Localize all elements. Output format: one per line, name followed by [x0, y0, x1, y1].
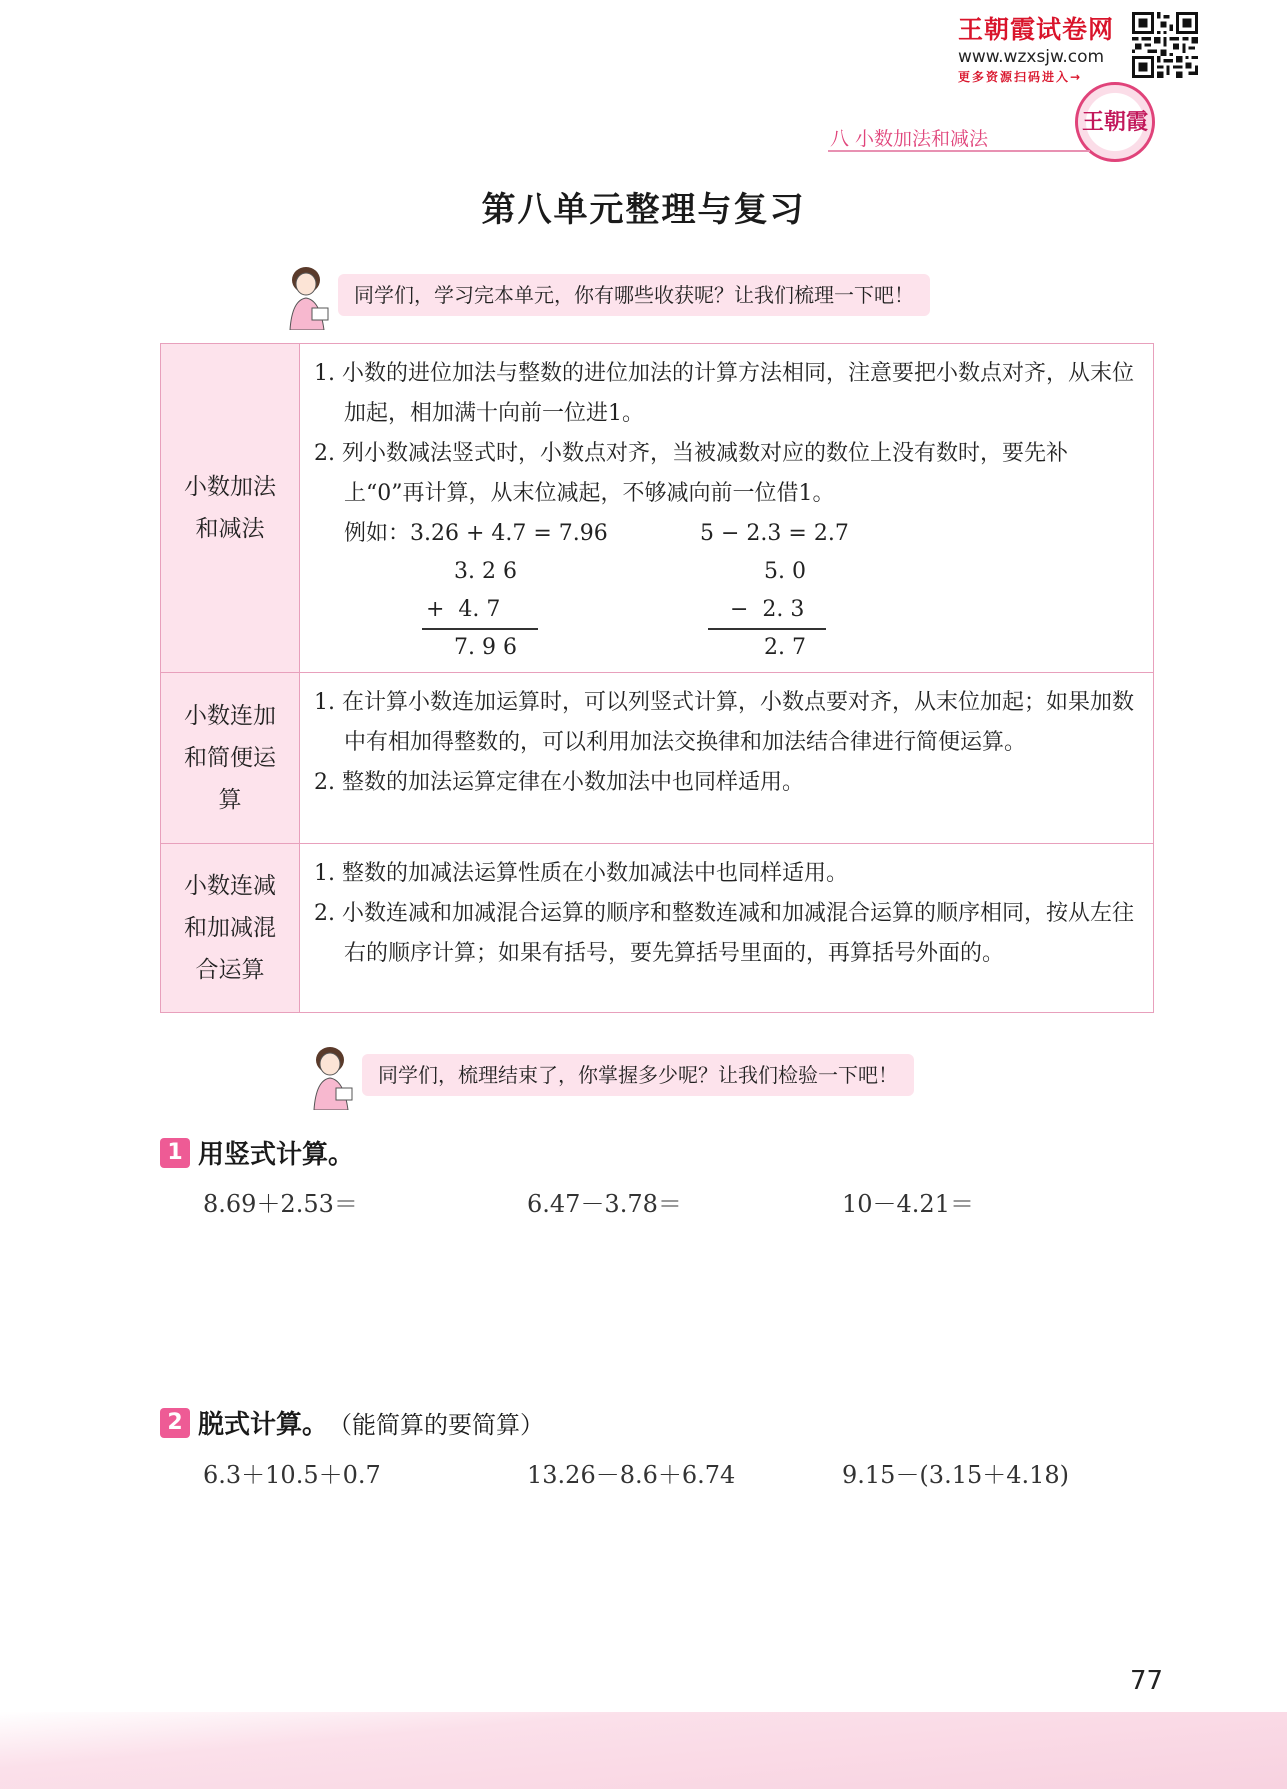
question-number-badge: 1: [160, 1138, 190, 1168]
content-cell: [300, 344, 1153, 672]
vertical-add-top: 3. 2 6: [454, 559, 517, 584]
footer-band: [0, 1712, 1287, 1789]
content-cell: [300, 844, 1153, 1012]
expression[interactable]: 9.15－(3.15＋4.18): [842, 1461, 1070, 1489]
unit-label: 八 小数加法和减法: [830, 128, 989, 150]
list-item: 2. 列小数减法竖式时，小数点对齐，当被减数对应的数位上没有数时，要先补上“0”再计算，从末位减起，不够减向前一位借1。: [314, 441, 1068, 506]
example-label-add: 例如：3.26 + 4.7 = 7.96: [344, 521, 608, 546]
category-cell: [161, 844, 300, 1012]
question-1-heading: [160, 1134, 354, 1171]
table-row: [161, 672, 1153, 843]
page-title: 第八单元整理与复习: [481, 190, 806, 230]
question-title: 用竖式计算。: [198, 1140, 355, 1170]
intro-bubble: 同学们，学习完本单元，你有哪些收获呢？让我们梳理一下吧！: [338, 274, 930, 316]
vertical-add-operand: + 4. 7: [426, 597, 501, 622]
expression[interactable]: 13.26－8.6＋6.74: [527, 1461, 736, 1489]
example-label-sub: 5 − 2.3 = 2.7: [700, 521, 849, 546]
vertical-add-result: 7. 9 6: [454, 635, 517, 660]
brand-name: 王朝霞试卷网: [958, 15, 1115, 44]
category-label: 小数连加和简便运算: [184, 703, 276, 813]
expression[interactable]: 8.69＋2.53＝: [203, 1190, 358, 1218]
list-item: 1. 整数的加减法运算性质在小数加减法中也同样适用。: [314, 861, 848, 886]
unit-divider: [828, 150, 1090, 152]
vertical-sub-operand: − 2. 3: [730, 597, 805, 622]
summary-table: [160, 343, 1154, 1013]
question-note: （能简算的要简算）: [328, 1411, 545, 1439]
vertical-sub-top: 5. 0: [764, 559, 806, 584]
page-number: 77: [1130, 1666, 1164, 1696]
brand-block: [958, 10, 1128, 84]
list-item: 2. 整数的加法运算定律在小数加法中也同样适用。: [314, 770, 804, 795]
teacher-avatar-icon: [306, 1044, 358, 1110]
question-title: 脱式计算。: [198, 1410, 329, 1440]
brand-url[interactable]: www.wzxsjw.com: [958, 47, 1105, 67]
category-label: 小数连减和加减混合运算: [184, 873, 276, 983]
list-item: 2. 小数连减和加减混合运算的顺序和整数连减和加减混合运算的顺序相同，按从左往右的顺序计算；如果有括号，要先算括号里面的，再算括号外面的。: [314, 901, 1134, 966]
question-2-heading: [160, 1404, 544, 1441]
teacher-avatar-icon: [282, 264, 334, 330]
review-bubble: 同学们，梳理结束了，你掌握多少呢？让我们检验一下吧！: [362, 1054, 914, 1096]
category-label: 小数加法和减法: [184, 474, 276, 542]
table-row: [161, 843, 1153, 1012]
qr-code-icon[interactable]: [1132, 12, 1198, 78]
list-item: 1. 小数的进位加法与整数的进位加法的计算方法相同，注意要把小数点对齐，从末位加起，相加满十向前一位进1。: [314, 361, 1134, 426]
expression[interactable]: 6.47－3.78＝: [527, 1190, 682, 1218]
category-cell: [161, 344, 300, 672]
brand-more-text: 更多资源扫码进入→: [958, 70, 1083, 84]
vertical-sub-result: 2. 7: [764, 635, 806, 660]
list-item: 1. 在计算小数连加运算时，可以列竖式计算，小数点要对齐，从末位加起；如果加数中有相加得整数的，可以利用加法交换律和加法结合律进行简便运算。: [314, 690, 1134, 755]
content-cell: [300, 673, 1153, 843]
example-block: [314, 514, 1141, 659]
category-cell: [161, 673, 300, 843]
seal-text: 王朝霞: [1081, 109, 1148, 135]
expression[interactable]: 6.3＋10.5＋0.7: [203, 1461, 381, 1489]
table-row: [161, 344, 1153, 672]
expression[interactable]: 10－4.21＝: [842, 1190, 974, 1218]
question-number-badge: 2: [160, 1408, 190, 1438]
